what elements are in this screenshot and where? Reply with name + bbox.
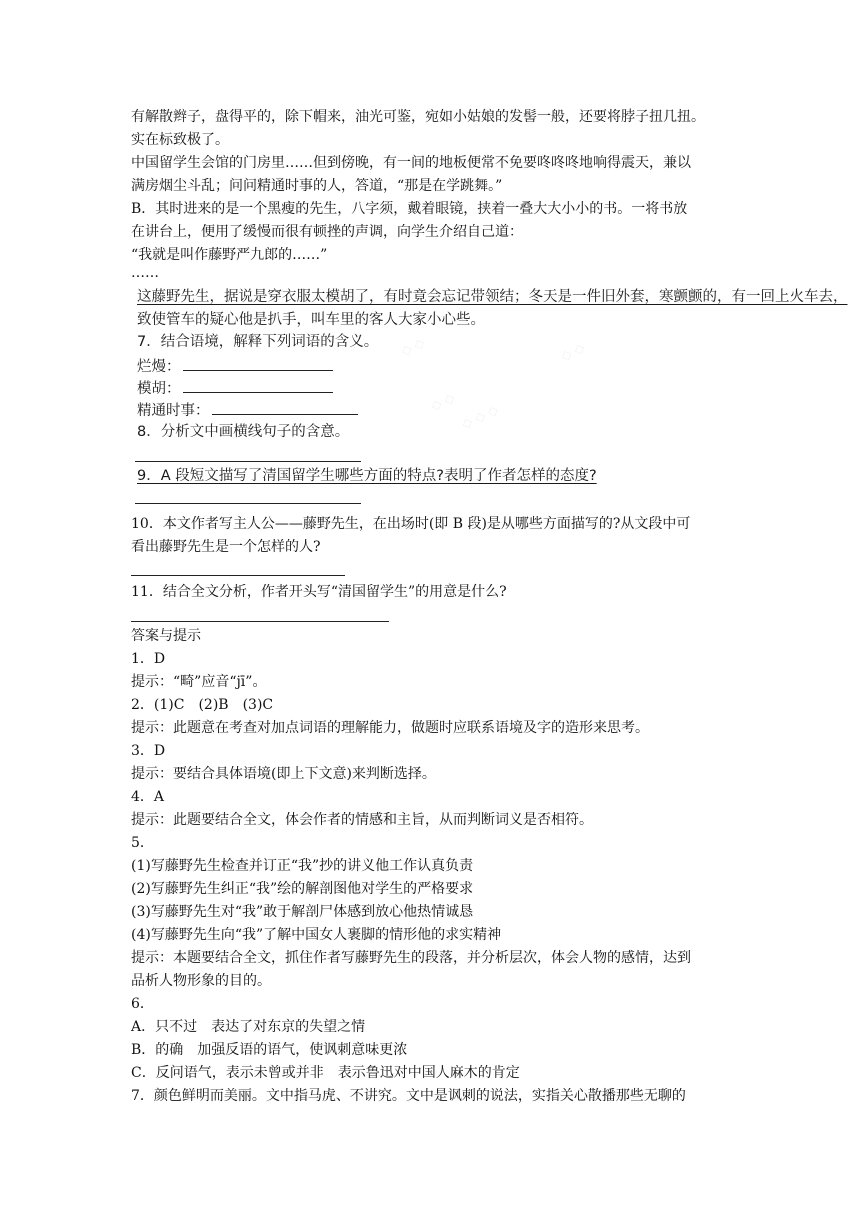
term-jingtong	[137, 400, 358, 420]
answer-4: 4．A	[131, 789, 165, 805]
answer-5-item-2: (2)写藤野先生纠正“我”绘的解剖图他对学生的严格要求	[131, 881, 474, 897]
question-8: 8．分析文中画横线句子的含意。	[137, 424, 350, 440]
passage-line-6: 在讲台上，便用了缓慢而很有顿挫的声调，向学生介绍自己道：	[131, 224, 523, 240]
hint-3: 提示：要结合具体语境(即上下文意)来判断选择。	[131, 766, 436, 782]
answer-line-10[interactable]	[131, 575, 345, 576]
hint-5-line-2: 品析人物形象的目的。	[131, 973, 271, 989]
term-mohu-label: 模胡：	[137, 381, 181, 397]
watermark-mark: ◇ ◇ ◇	[459, 402, 501, 433]
term-jingtong-label: 精通时事：	[137, 403, 210, 419]
passage-ellipsis: ……	[131, 265, 159, 281]
question-11: 11．结合全文分析，作者开头写“清国留学生”的用意是什么?	[131, 584, 507, 600]
answer-7: 7．颜色鲜明而美丽。文中指马虎、不讲究。文中是讽刺的说法，实指关心散播那些无聊的	[131, 1088, 686, 1104]
question-10-line-2: 看出藤野先生是一个怎样的人?	[131, 539, 321, 555]
hint-2: 提示：此题意在考查对加点词语的理解能力，做题时应联系语境及字的造形来思考。	[131, 720, 649, 736]
term-lanman	[137, 356, 333, 376]
term-lanman-label: 烂熳：	[137, 359, 181, 375]
watermark-mark: ◇ ◇	[558, 340, 588, 365]
answer-3: 3．D	[131, 743, 166, 759]
answer-line-9[interactable]	[135, 503, 361, 504]
answer-6-c: C．反问语气，表示未曾或并非 表示鲁迅对中国人麻木的肯定	[131, 1065, 520, 1081]
answer-blank[interactable]	[183, 356, 333, 371]
answer-6-a: A．只不过 表达了对东京的失望之情	[131, 1019, 366, 1035]
answer-5-item-4: (4)写藤野先生向“我”了解中国女人裹脚的情形他的求实精神	[131, 927, 502, 943]
answer-blank[interactable]	[212, 400, 358, 415]
answer-2: 2．(1)C (2)B (3)C	[131, 697, 274, 713]
passage-line-2: 实在标致极了。	[131, 132, 229, 148]
term-mohu	[137, 378, 333, 398]
watermark-mark: ◇ ◇	[428, 390, 458, 415]
passage-line-1: 有解散辫子，盘得平的，除下帽来，油光可鉴，宛如小姑娘的发髻一般，还要将脖子扭几扭。	[131, 109, 705, 125]
answer-6: 6．	[131, 996, 154, 1012]
embedded-question-image	[131, 285, 860, 510]
question-10-line-1: 10．本文作者写主人公——藤野先生，在出场时(即 B 段)是从哪些方面描写的?从文段中可	[131, 516, 691, 532]
passage-line-7: “我就是叫作藤野严九郎的……”	[131, 247, 328, 263]
passage-line-3: 中国留学生会馆的门房里……但到傍晚，有一间的地板便常不免要咚咚咚地响得震天，兼以	[131, 155, 691, 171]
question-7: 7．结合语境，解释下列词语的含义。	[137, 334, 379, 350]
question-9-text: 9．A 段短文描写了清国留学生哪些方面的特点?表明了作者怎样的态度?	[137, 468, 597, 484]
answer-5: 5．	[131, 835, 154, 851]
question-9	[137, 467, 597, 485]
answer-line-8[interactable]	[135, 461, 361, 462]
passage-line-4: 满房烟尘斗乱；问问精通时事的人，答道，“那是在学跳舞。”	[131, 178, 503, 194]
answer-line-11[interactable]	[131, 621, 389, 622]
answer-5-item-1: (1)写藤野先生检查并订正“我”抄的讲义他工作认真负责	[131, 858, 474, 874]
hint-4: 提示：此题要结合全文，体会作者的情感和主旨，从而判断词义是否相符。	[131, 812, 593, 828]
image-passage-line-1	[137, 288, 848, 306]
hint-1: 提示：“畸”应音“jī”。	[131, 674, 267, 690]
hint-5-line-1: 提示：本题要结合全文，抓住作者写藤野先生的段落，并分析层次，体会人物的感情，达到	[131, 950, 691, 966]
passage-line-5: B．其时进来的是一个黑瘦的先生，八字须，戴着眼镜，挟着一叠大大小小的书。一将书放	[131, 201, 688, 217]
answers-heading: 答案与提示	[131, 628, 201, 644]
answer-1: 1．D	[131, 651, 166, 667]
answer-5-item-3: (3)写藤野先生对“我”敢于解剖尸体感到放心他热情诚恳	[131, 904, 474, 920]
answer-blank[interactable]	[183, 378, 333, 393]
underlined-sentence: 这藤野先生，据说是穿衣服太模胡了，有时竟会忘记带领结；冬天是一件旧外套，寒颤颤的，有一回上火车去，	[137, 289, 848, 305]
watermark-mark: ◇ ◇	[398, 335, 428, 360]
image-passage-line-2: 致使管车的疑心他是扒手，叫车里的客人大家小心些。	[137, 312, 485, 328]
answer-6-b: B．的确 加强反语的语气，使讽刺意味更浓	[131, 1042, 408, 1058]
